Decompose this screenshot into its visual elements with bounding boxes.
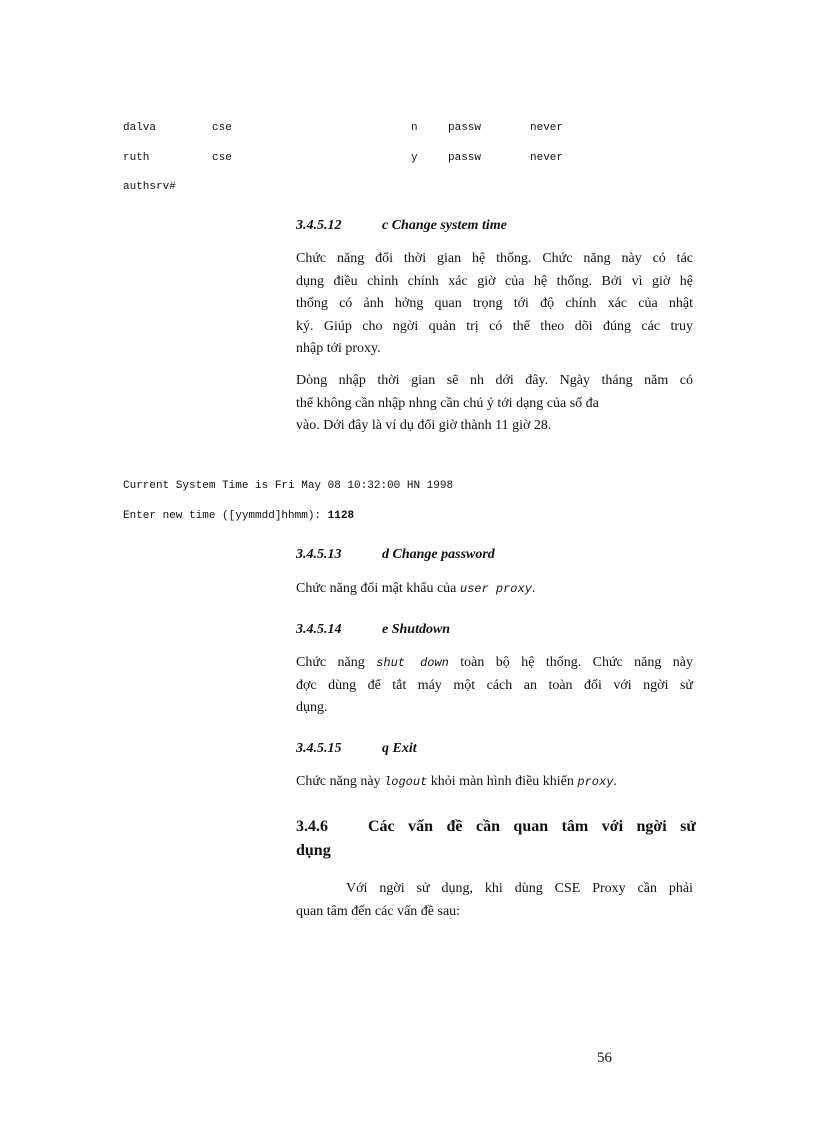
user-name-cell: dalva xyxy=(123,122,157,134)
paragraph-line: vào. Dới đây là ví dụ đổi giờ thành 11 giờ 28. xyxy=(296,418,552,433)
paragraph-system-time-2 xyxy=(296,370,693,438)
section-heading-user-concerns xyxy=(296,815,696,863)
section-heading-change-password xyxy=(296,547,495,563)
emphasized-term: shut down xyxy=(376,656,449,670)
shell-prompt: authsrv# xyxy=(123,181,176,193)
text-segment: Chức năng đổi mật khẩu của xyxy=(296,581,460,596)
paragraph-line: Chức năng đổi thời gian hệ thống. Chức năng này có tác xyxy=(296,251,693,266)
text-segment: Chức năng xyxy=(296,655,377,670)
paragraph-user-concerns xyxy=(296,878,693,923)
section-number: 3.4.5.15 xyxy=(296,741,342,756)
user-expires-cell: never xyxy=(530,122,564,134)
text-segment: Chức năng này xyxy=(296,774,385,789)
text-segment: toàn bộ hệ thống. Chức năng này xyxy=(448,655,693,670)
section-number: 3.4.5.12 xyxy=(296,218,342,233)
section-number: 3.4.6 xyxy=(296,818,328,835)
terminal-input-value: 1128 xyxy=(327,510,355,522)
section-title: c Change system time xyxy=(382,218,507,233)
paragraph-change-password xyxy=(296,578,693,601)
paragraph-shutdown xyxy=(296,652,693,720)
user-group-cell: cse xyxy=(212,122,232,134)
terminal-enter-time xyxy=(123,510,354,522)
user-group-cell: cse xyxy=(212,152,232,164)
paragraph-exit xyxy=(296,771,693,794)
user-auth-cell: passw xyxy=(448,122,482,134)
paragraph-line xyxy=(296,578,693,601)
paragraph-line xyxy=(296,652,693,675)
user-expires-cell: never xyxy=(530,152,564,164)
section-title: d Change password xyxy=(382,547,495,562)
paragraph-line: ký. Giúp cho ngời quản trị có thể theo dõi đúng các truy xyxy=(296,318,693,334)
paragraph-line: thể không cần nhập nhng cần chú ý tới dạng của số đa xyxy=(296,395,599,411)
paragraph-line: quan tâm đến các vấn đề sau: xyxy=(296,903,461,919)
user-flag-cell: n xyxy=(411,122,418,134)
paragraph-line: nhập tới proxy. xyxy=(296,341,381,356)
terminal-current-time: Current System Time is Fri May 08 10:32:00 HN 1998 xyxy=(123,480,454,492)
text-segment: khỏi màn hình điều khiển xyxy=(427,774,578,789)
section-heading-shutdown xyxy=(296,622,450,638)
paragraph-line: thống có ảnh hởng quan trọng tới độ chính xác của nhật xyxy=(296,296,693,311)
user-flag-cell: y xyxy=(411,152,418,164)
section-heading-exit xyxy=(296,741,417,757)
emphasized-term: user proxy xyxy=(459,582,532,596)
section-heading-line xyxy=(296,815,696,839)
paragraph-line: Dòng nhập thời gian sẽ nh dới đây. Ngày tháng năm có xyxy=(296,373,693,388)
paragraph-line: đợc dùng để tắt máy một cách an toàn đối với ngời sử xyxy=(296,677,693,693)
section-number: 3.4.5.14 xyxy=(296,622,342,637)
paragraph-line: Với ngời sử dụng, khi dùng CSE Proxy cần phải xyxy=(346,881,693,896)
section-number: 3.4.5.13 xyxy=(296,547,342,562)
user-name-cell: ruth xyxy=(123,152,150,164)
section-title: e Shutdown xyxy=(382,622,451,637)
paragraph-line xyxy=(296,771,693,794)
paragraph-line: dụng điều chỉnh chính xác giờ của hệ thống. Bởi vì giờ hệ xyxy=(296,273,693,289)
section-heading-change-system-time xyxy=(296,218,507,234)
section-title-line2: dụng xyxy=(296,842,331,859)
paragraph-system-time-1 xyxy=(296,248,693,361)
page-number: 56 xyxy=(597,1050,612,1066)
section-title-line1: Các vấn đề cần quan tâm với ngời sử xyxy=(368,818,696,835)
emphasized-term: proxy xyxy=(577,775,614,789)
section-title: q Exit xyxy=(382,741,417,756)
emphasized-term: logout xyxy=(384,775,428,789)
text-segment: . xyxy=(531,581,536,596)
paragraph-line: dụng. xyxy=(296,700,328,715)
user-auth-cell: passw xyxy=(448,152,482,164)
terminal-prompt-text: Enter new time ([yymmdd]hhmm): xyxy=(123,510,328,522)
text-segment: . xyxy=(613,774,617,789)
